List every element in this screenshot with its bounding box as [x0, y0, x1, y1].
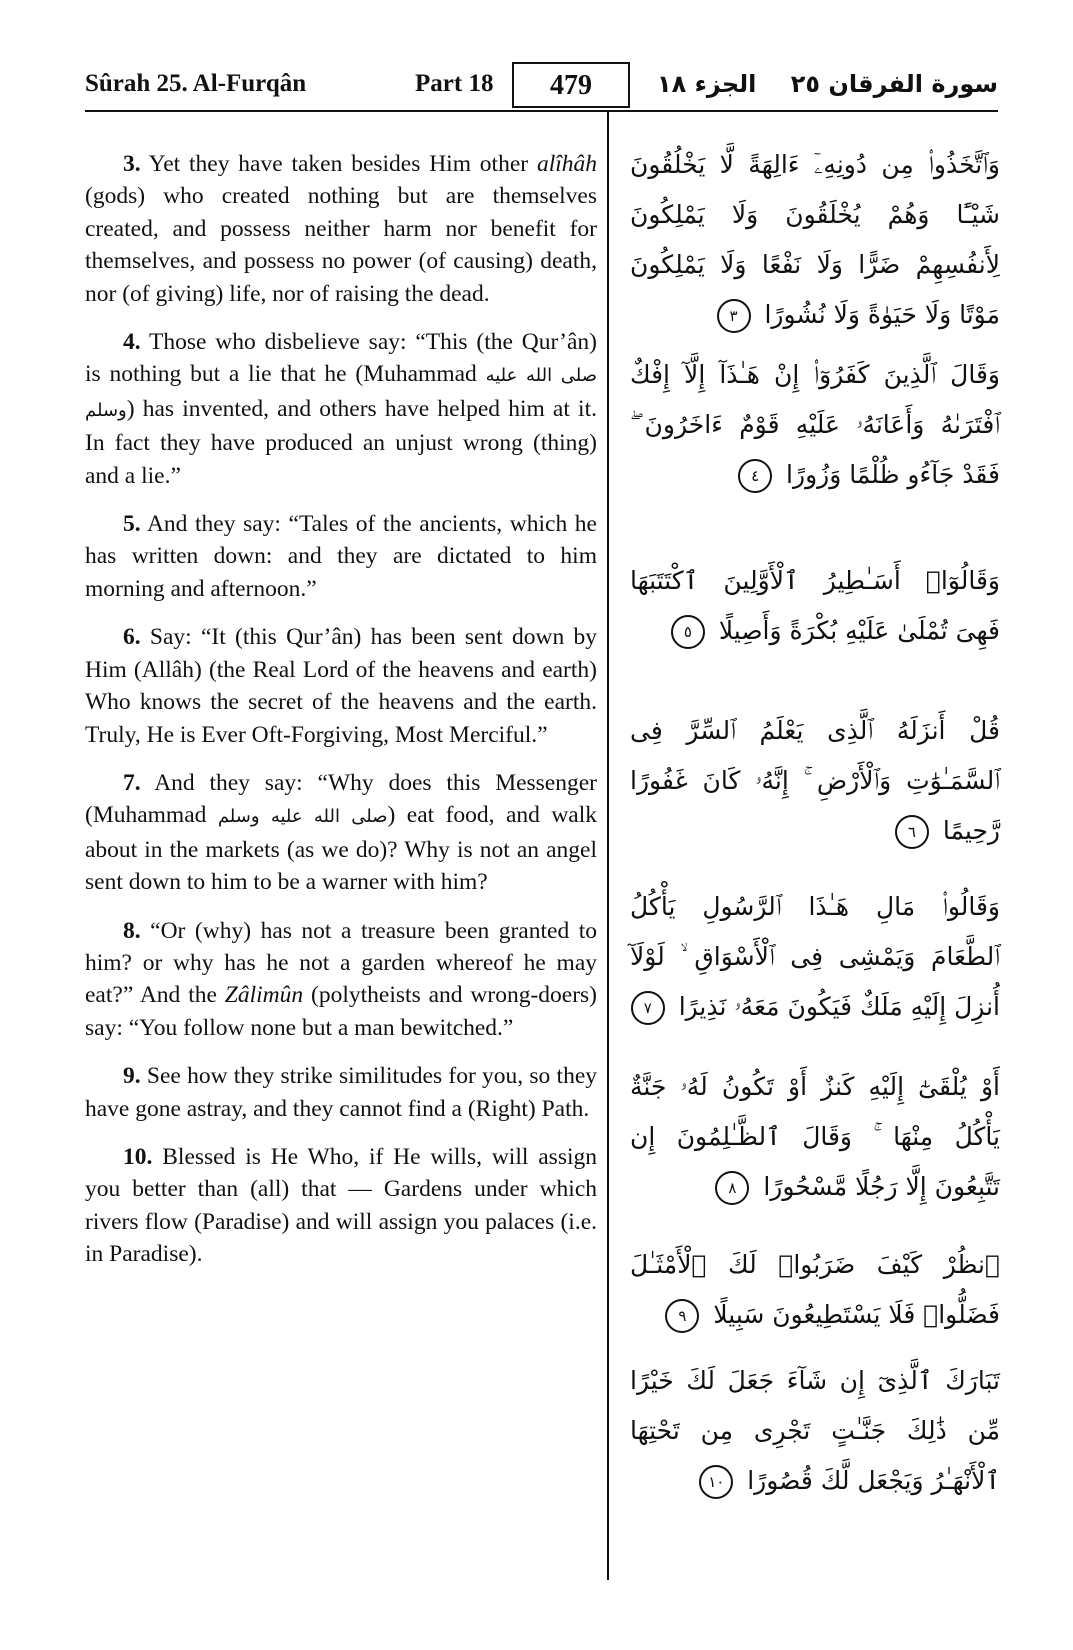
arabic-verse-text: أَوْ يُلْقَىٰٓ إِلَيْهِ كَنزٌ أَوْ تَكُونُ لَهُۥ جَنَّةٌ يَأْكُلُ مِنْهَا ۚ وَقَالَ ٱلظَّـٰلِمُونَ إِن تَتَّبِعُونَ إِلَّا رَجُلًا مَّسْحُورًا [630, 1072, 1000, 1201]
arabic-verse-text: وَقَالَ ٱلَّذِينَ كَفَرُوٓا۟ إِنْ هَـٰذَآ إِلَّآ إِفْكٌ ٱفْتَرَىٰهُ وَأَعَانَهُۥ عَلَيْهِ قَوْمٌ ءَاخَرُونَ ۖ فَقَدْ جَآءُو ظُلْمًا وَزُورًا [630, 360, 1000, 489]
page-number: 479 [512, 62, 630, 108]
verse-number: 3. [123, 151, 141, 177]
ayah-end-icon: ٣ [717, 299, 751, 333]
verse-text: “Or (why) has not a treasure been granted to him? or why has he not a garden whereof he may eat?” And the [85, 917, 597, 1009]
verse-3 [85, 148, 597, 310]
verse-number: 9. [123, 1063, 141, 1090]
arabic-verse-10 [630, 1356, 1000, 1506]
verse-10 [85, 1141, 597, 1271]
verse-5 [85, 508, 597, 605]
verse-text: ) has invented, and others have helped him at it. In fact they have produced an unjust wrong (thing) and a lie.” [85, 395, 597, 489]
arabic-verse-text: تَبَارَكَ ٱلَّذِىٓ إِن شَآءَ جَعَلَ لَكَ خَيْرًا مِّن ذَٰلِكَ جَنَّـٰتٍ تَجْرِى مِن تَحْتِهَا ٱلْأَنْهَـٰرُ وَيَجْعَل لَّكَ قُصُورًا [630, 1366, 1000, 1495]
english-column [85, 148, 597, 1287]
page-header [85, 62, 998, 112]
arabic-verse-text: ٱنظُرْ كَيْفَ ضَرَبُوا۟ لَكَ ٱلْأَمْثَـٰلَ فَضَلُّوا۟ فَلَا يَسْتَطِيعُونَ سَبِيلًا [630, 1250, 1000, 1329]
verse-number: 6. [123, 624, 141, 651]
ayah-end-icon: ٦ [895, 815, 929, 849]
verse-text: ) eat food, and walk about in the markets (as we do)? Why is not an angel sent down to him to be a warner with him? [85, 802, 598, 896]
arabic-verse-text: وَٱتَّخَذُوا۟ مِن دُونِهِۦٓ ءَالِهَةً لَّا يَخْلُقُونَ شَيْـًٔا وَهُمْ يُخْلَقُونَ وَلَا يَمْلِكُونَ لِأَنفُسِهِمْ ضَرًّا وَلَا نَفْعًا وَلَا يَمْلِكُونَ مَوْتًا وَلَا حَيَوٰةً وَلَا نُشُورًا [630, 150, 1000, 329]
arabic-verse-4 [630, 350, 1000, 500]
ayah-end-icon: ٩ [665, 1299, 699, 1333]
header-rule [85, 110, 998, 112]
verse-text: Yet they have taken besides Him other [148, 151, 529, 177]
surah-title: Sûrah 25. Al-Furqân [85, 70, 307, 97]
arabic-verse-7 [630, 882, 1000, 1032]
ayah-end-icon: ٥ [671, 615, 705, 649]
verse-text: Blessed is He Who, if He wills, will assign you better than (all) that — Gardens under which rivers flow (Paradise) and will assign you palaces (i.e. in Paradise). [85, 1143, 597, 1268]
verse-text: (polytheists and wrong-doers) say: “You follow none but a man bewitched.” [85, 982, 598, 1041]
verse-number: 4. [123, 329, 141, 356]
verse-6 [85, 621, 597, 751]
verse-italic-term: Zâlimûn [224, 982, 304, 1009]
arabic-verse-6 [630, 706, 1000, 856]
arabic-verse-text: وَقَالُوٓا۟ أَسَـٰطِيرُ ٱلْأَوَّلِينَ ٱكْتَتَبَهَا فَهِىَ تُمْلَىٰ عَلَيْهِ بُكْرَةً وَأَصِيلًا [630, 566, 1000, 645]
arabic-verse-9 [630, 1240, 1000, 1340]
arabic-verse-8 [630, 1062, 1000, 1212]
arabic-part-label: الجزء ١٨ [657, 70, 757, 98]
verse-9 [85, 1060, 597, 1125]
arabic-verse-5 [630, 556, 1000, 656]
verse-text: Say: “It (this Qur’ân) has been sent down by Him (Allâh) (the Real Lord of the heavens and earth) Who knows the secret of the heavens and the earth. Truly, He is Ever Oft-Forgiving, Most Merciful.” [85, 624, 597, 748]
arabic-verse-text: قُلْ أَنزَلَهُ ٱلَّذِى يَعْلَمُ ٱلسِّرَّ فِى ٱلسَّمَـٰوَٰتِ وَٱلْأَرْضِ ۚ إِنَّهُۥ كَانَ غَفُورًا رَّحِيمًا [630, 716, 1000, 845]
ayah-end-icon: ٧ [631, 991, 665, 1025]
verse-text: Those who disbelieve say: “This (the Qur’ân) is nothing but a lie that he (Muhammad [85, 329, 597, 388]
salutation-text: صلى الله عليه وسلم [217, 806, 388, 828]
verse-7 [85, 767, 597, 899]
arabic-verse-3 [630, 140, 1000, 340]
ayah-end-icon: ٨ [715, 1171, 749, 1205]
verse-number: 7. [123, 769, 141, 796]
part-label: Part 18 [415, 70, 494, 97]
verse-4 [85, 326, 597, 492]
verse-number: 8. [123, 917, 141, 944]
verse-number: 5. [123, 511, 141, 538]
verse-text: (gods) who created nothing but are themselves created, and possess neither harm nor benefit for themselves, and possess no power (of causing) death, nor (of giving) life, nor of raising the dead. [85, 183, 597, 307]
ayah-end-icon: ٤ [738, 459, 772, 493]
verse-text: And they say: “Why does this Messenger (Muhammad [85, 769, 597, 829]
salutation-text: صلى الله عليه وسلم [85, 365, 597, 421]
ayah-end-icon: ١٠ [699, 1465, 733, 1499]
column-divider [607, 110, 609, 1580]
verse-8 [85, 915, 597, 1045]
verse-number: 10. [123, 1143, 153, 1170]
arabic-surah-title: سورة الفرقان ٢٥ [790, 70, 998, 98]
verse-italic-term: alîhâh [536, 151, 597, 177]
verse-text: See how they strike similitudes for you, so they have gone astray, and they cannot find a (Right) Path. [85, 1063, 598, 1122]
arabic-verse-text: وَقَالُوا۟ مَالِ هَـٰذَا ٱلرَّسُولِ يَأْكُلُ ٱلطَّعَامَ وَيَمْشِى فِى ٱلْأَسْوَاقِ ۙ لَوْلَآ أُنزِلَ إِلَيْهِ مَلَكٌ فَيَكُونَ مَعَهُۥ نَذِيرًا [630, 892, 1000, 1021]
verse-text: And they say: “Tales of the ancients, which he has written down: and they are dictated to him morning and afternoon.” [85, 511, 597, 602]
